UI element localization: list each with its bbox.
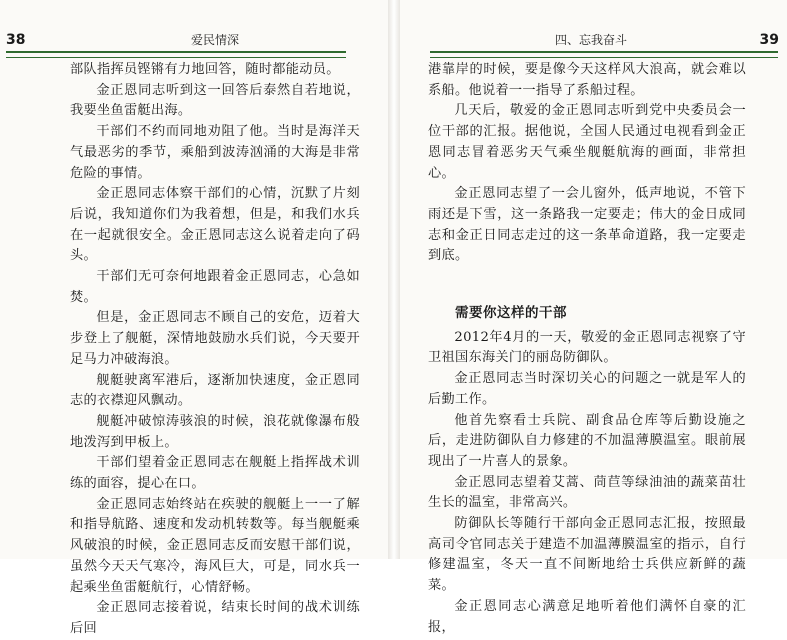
page-number: 39: [759, 32, 779, 48]
paragraph: 金正恩同志望着艾蒿、茼苣等绿油油的蔬菜苗壮生长的温室，非常高兴。: [428, 474, 746, 511]
paragraph: 金正恩同志当时深切关心的问题之一就是军人的后勤工作。: [428, 371, 746, 407]
book-gutter: [388, 0, 400, 559]
left-page-header: [6, 30, 348, 50]
paragraph: 金正恩同志始终站在疾驶的舰艇上一一了解和指导航路、速度和发动机转数等。每当舰艇乘风破浪的时候，金正恩同志反而安慰干部们说，虽然今天天气寒冷，海风巨大，可是，同水兵一起乘坐鱼雷艇航行，心情舒畅。: [70, 496, 360, 595]
paragraph: 干部们无可奈何地跟着金正恩同志，心急如焚。: [70, 269, 360, 305]
left-page-body: [70, 60, 360, 640]
paragraph: 干部们望着金正恩同志在舰艇上指挥战术训练的面容，提心在口。: [70, 455, 360, 492]
right-page-header: [460, 30, 779, 50]
paragraph: 但是，金正恩同志不顾自己的安危，迈着大步登上了舰艇，深情地鼓励水兵们说，今天要开足马力冲破海浪。: [70, 310, 360, 367]
page-number: 38: [6, 32, 26, 48]
paragraph: 舰艇驶离军港后，逐渐加快速度，金正恩同志的衣襟迎风飘动。: [70, 372, 360, 409]
paragraph: 舰艇冲破惊涛骇浪的时候，浪花就像瀑布般地泼泻到甲板上。: [70, 413, 360, 450]
paragraph: 部队指挥员铿锵有力地回答，随时都能动员。: [70, 62, 340, 77]
paragraph: 金正恩同志心满意足地听着他们满怀自豪的汇报，: [428, 598, 746, 635]
paragraph: 干部们不约而同地劝阻了他。当时是海洋天气最恶劣的季节，乘船到波涛汹涌的大海是非常危险的事情。: [70, 124, 360, 181]
paragraph: 防御队长等随行干部向金正恩同志汇报，按照最高司令官同志关于建造不加温薄膜温室的指示，自行修建温室，冬天一直不间断地给士兵供应新鲜的蔬菜。: [428, 516, 746, 594]
paragraph: 金正恩同志接着说，结束长时间的战术训练后回: [70, 600, 360, 636]
running-title: 四、忘我奋斗: [555, 33, 628, 47]
paragraph: 金正恩同志望了一会儿窗外，低声地说，不管下雨还是下雪，这一条路我一定要走；伟大的金日成同志和金正日同志走过的这一条革命道路，我一定要走到底。: [428, 186, 746, 264]
paragraph: 几天后，敬爱的金正恩同志听到党中央委员会一位干部的汇报。据他说，全国人民通过电视看到金正恩同志冒着恶劣天气乘坐舰艇航海的画面，非常担心。: [428, 103, 746, 181]
paragraph: 2012年4月的一天，敬爱的金正恩同志视察了守卫祖国东海关门的丽岛防御队。: [428, 329, 746, 366]
header-rule: [430, 51, 778, 58]
right-page: [400, 0, 787, 635]
right-page-body: [428, 60, 746, 638]
paragraph: 金正恩同志听到这一回答后泰然自若地说，我要坐鱼雷艇出海。: [70, 82, 360, 119]
paragraph: 他首先察看士兵院、副食品仓库等后勤设施之后，走进防御队自力修建的不加温薄膜温室。眼前展现出了一片喜人的景象。: [428, 412, 746, 469]
header-rule: [6, 51, 346, 58]
left-page: [0, 0, 388, 636]
section-title: 需要你这样的干部: [455, 305, 567, 322]
paragraph: 港靠岸的时候，要是像今天这样风大浪高，就会难以系船。他说着一一指导了系船过程。: [428, 62, 746, 98]
paragraph: 金正恩同志体察干部们的心情，沉默了片刻后说，我知道你们为我着想，但是，和我们水兵在一起就很安全。金正恩同志这么说着走向了码头。: [70, 186, 360, 264]
running-title: 爱民情深: [191, 33, 240, 47]
